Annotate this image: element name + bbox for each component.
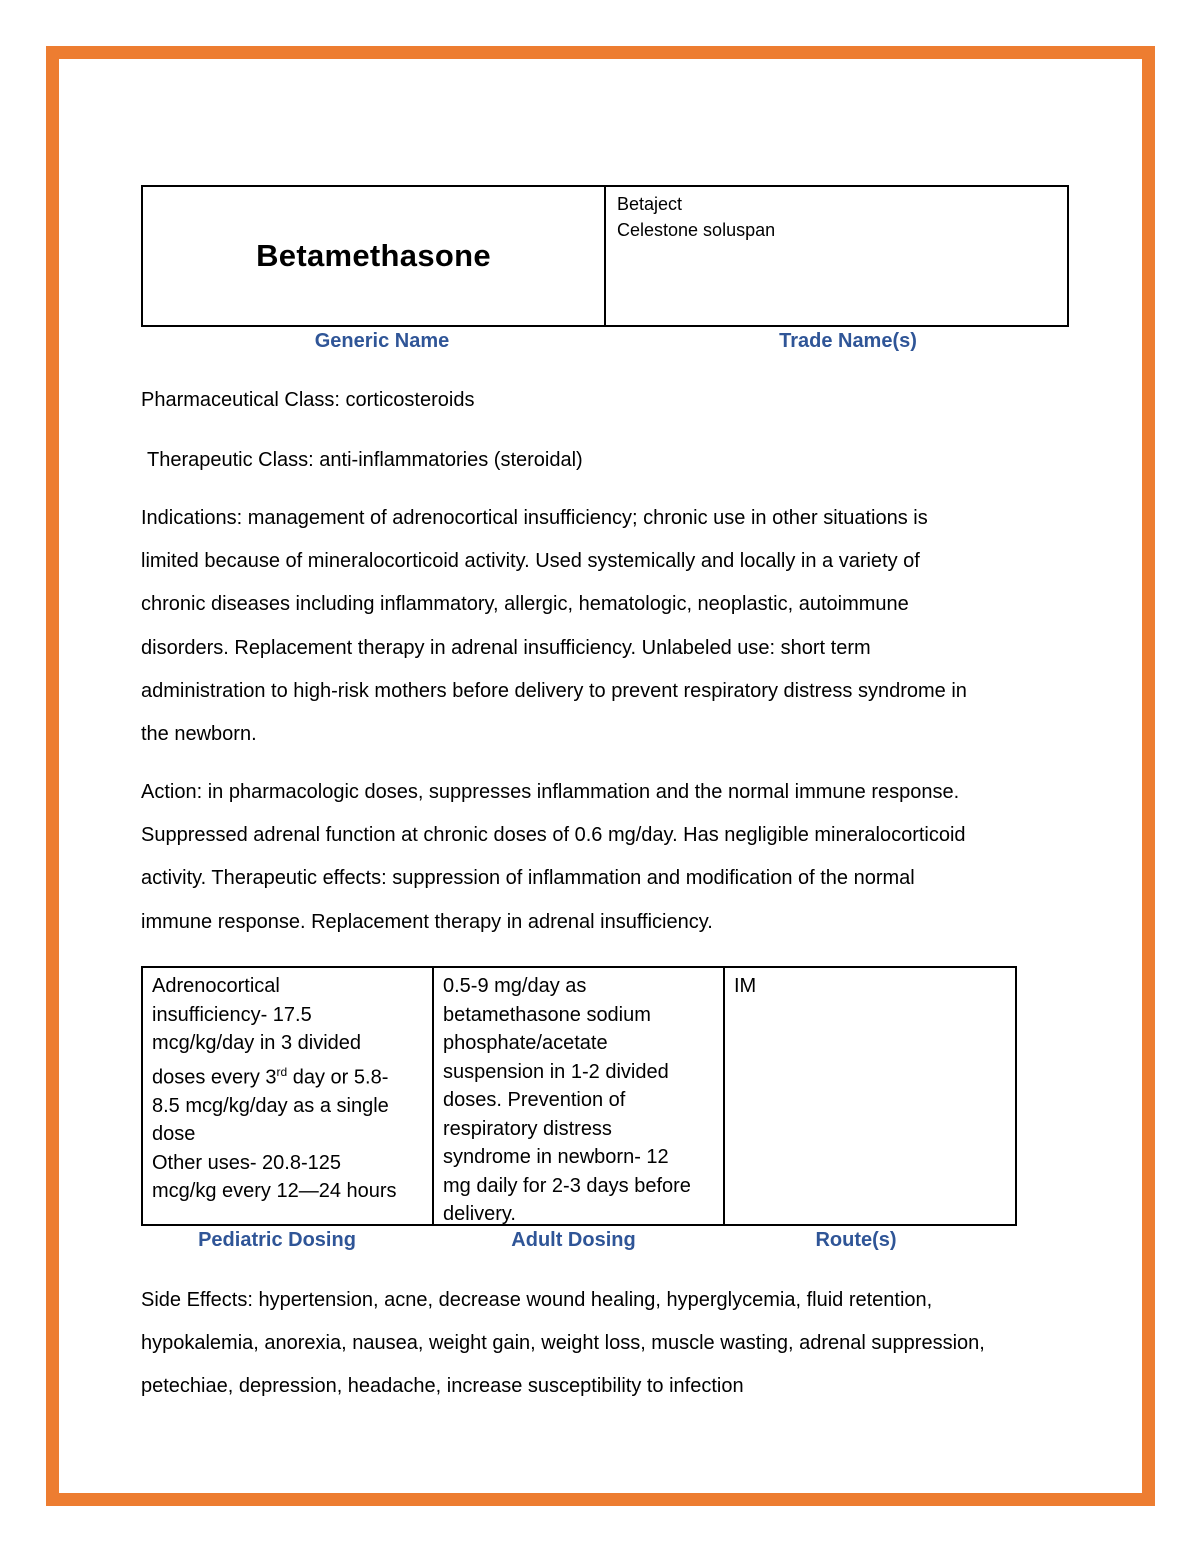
generic-name: Betamethasone [256, 238, 491, 273]
adult-dosing-line: suspension in 1-2 divided [443, 1060, 669, 1083]
side-effects-line: petechiae, depression, headache, increase susceptibility to infection [141, 1375, 744, 1398]
adult-dosing-line: delivery. [443, 1203, 516, 1225]
adult-dosing-cell [434, 968, 725, 1224]
therapeutic-class: Therapeutic Class: anti-inflammatories (steroidal) [147, 449, 583, 471]
route-cell [725, 968, 1015, 1224]
adult-dosing-line: betamethasone sodium [443, 1003, 651, 1026]
indications-line: Indications: management of adrenocortical insufficiency; chronic use in other situations is [141, 507, 928, 529]
pediatric-dosing-line: Adrenocortical [152, 975, 280, 997]
pediatric-dosing-line: insufficiency- 17.5 [152, 1003, 312, 1026]
side-effects-line: Side Effects: hypertension, acne, decrease wound healing, hyperglycemia, fluid retention, [141, 1289, 933, 1311]
pediatric-dosing-cell [143, 968, 434, 1224]
indications [141, 497, 1061, 756]
indications-line: limited because of mineralocorticoid activity. Used systemically and locally in a variety of [141, 550, 920, 573]
generic-name-cell [143, 187, 606, 325]
adult-dosing-line: mg daily for 2-3 days before [443, 1174, 691, 1197]
pediatric-dosing-text: day or 5.8- [287, 1066, 389, 1089]
indications-line: the newborn. [141, 723, 257, 746]
indications-line: disorders. Replacement therapy in adrenal insufficiency. Unlabeled use: short term [141, 636, 871, 659]
action-line: immune response. Replacement therapy in adrenal insufficiency. [141, 910, 713, 933]
adult-dosing-line: respiratory distress [443, 1117, 612, 1140]
names-table [141, 185, 1069, 327]
adult-dosing-line: doses. Prevention of [443, 1089, 626, 1111]
pediatric-dosing-line: mcg/kg/day in 3 divided [152, 1032, 362, 1054]
action-line: Suppressed adrenal function at chronic doses of 0.6 mg/day. Has negligible mineralocorticoid [141, 824, 966, 847]
route-caption: Route(s) [815, 1229, 897, 1251]
adult-dosing-line: 0.5-9 mg/day as [443, 975, 587, 997]
action [141, 771, 1061, 944]
pediatric-dosing-caption: Pediatric Dosing [198, 1229, 356, 1251]
ordinal-suffix: rd [276, 1064, 288, 1079]
indications-line: chronic diseases including inflammatory, allergic, hematologic, neoplastic, autoimmune [141, 593, 909, 616]
dosing-table [141, 966, 1017, 1226]
adult-dosing-caption: Adult Dosing [511, 1229, 636, 1251]
adult-dosing-line: phosphate/acetate [443, 1032, 608, 1054]
pediatric-dosing-line: Other uses- 20.8-125 [152, 1151, 341, 1174]
trade-name: Celestone soluspan [617, 220, 776, 240]
trade-names-caption: Trade Name(s) [779, 330, 917, 352]
side-effects-line: hypokalemia, anorexia, nausea, weight gain, weight loss, muscle wasting, adrenal suppression, [141, 1332, 985, 1355]
side-effects [141, 1279, 1061, 1409]
route-value: IM [734, 975, 757, 997]
pediatric-dosing-line [152, 1058, 432, 1092]
trade-names-cell [606, 187, 1067, 325]
adult-dosing-line: syndrome in newborn- 12 [443, 1146, 669, 1168]
pediatric-dosing-line: mcg/kg every 12—24 hours [152, 1180, 397, 1203]
pediatric-dosing-line: dose [152, 1123, 196, 1146]
trade-name: Betaject [617, 194, 683, 214]
pediatric-dosing-text: doses every 3 [152, 1066, 277, 1089]
action-line: Action: in pharmacologic doses, suppresses inflammation and the normal immune response. [141, 781, 960, 803]
pediatric-dosing-line: 8.5 mcg/kg/day as a single [152, 1094, 389, 1117]
indications-line: administration to high-risk mothers before delivery to prevent respiratory distress syndrome in [141, 679, 967, 702]
pharmaceutical-class: Pharmaceutical Class: corticosteroids [141, 389, 475, 411]
generic-name-caption: Generic Name [314, 330, 450, 352]
action-line: activity. Therapeutic effects: suppression of inflammation and modification of the normal [141, 867, 915, 890]
